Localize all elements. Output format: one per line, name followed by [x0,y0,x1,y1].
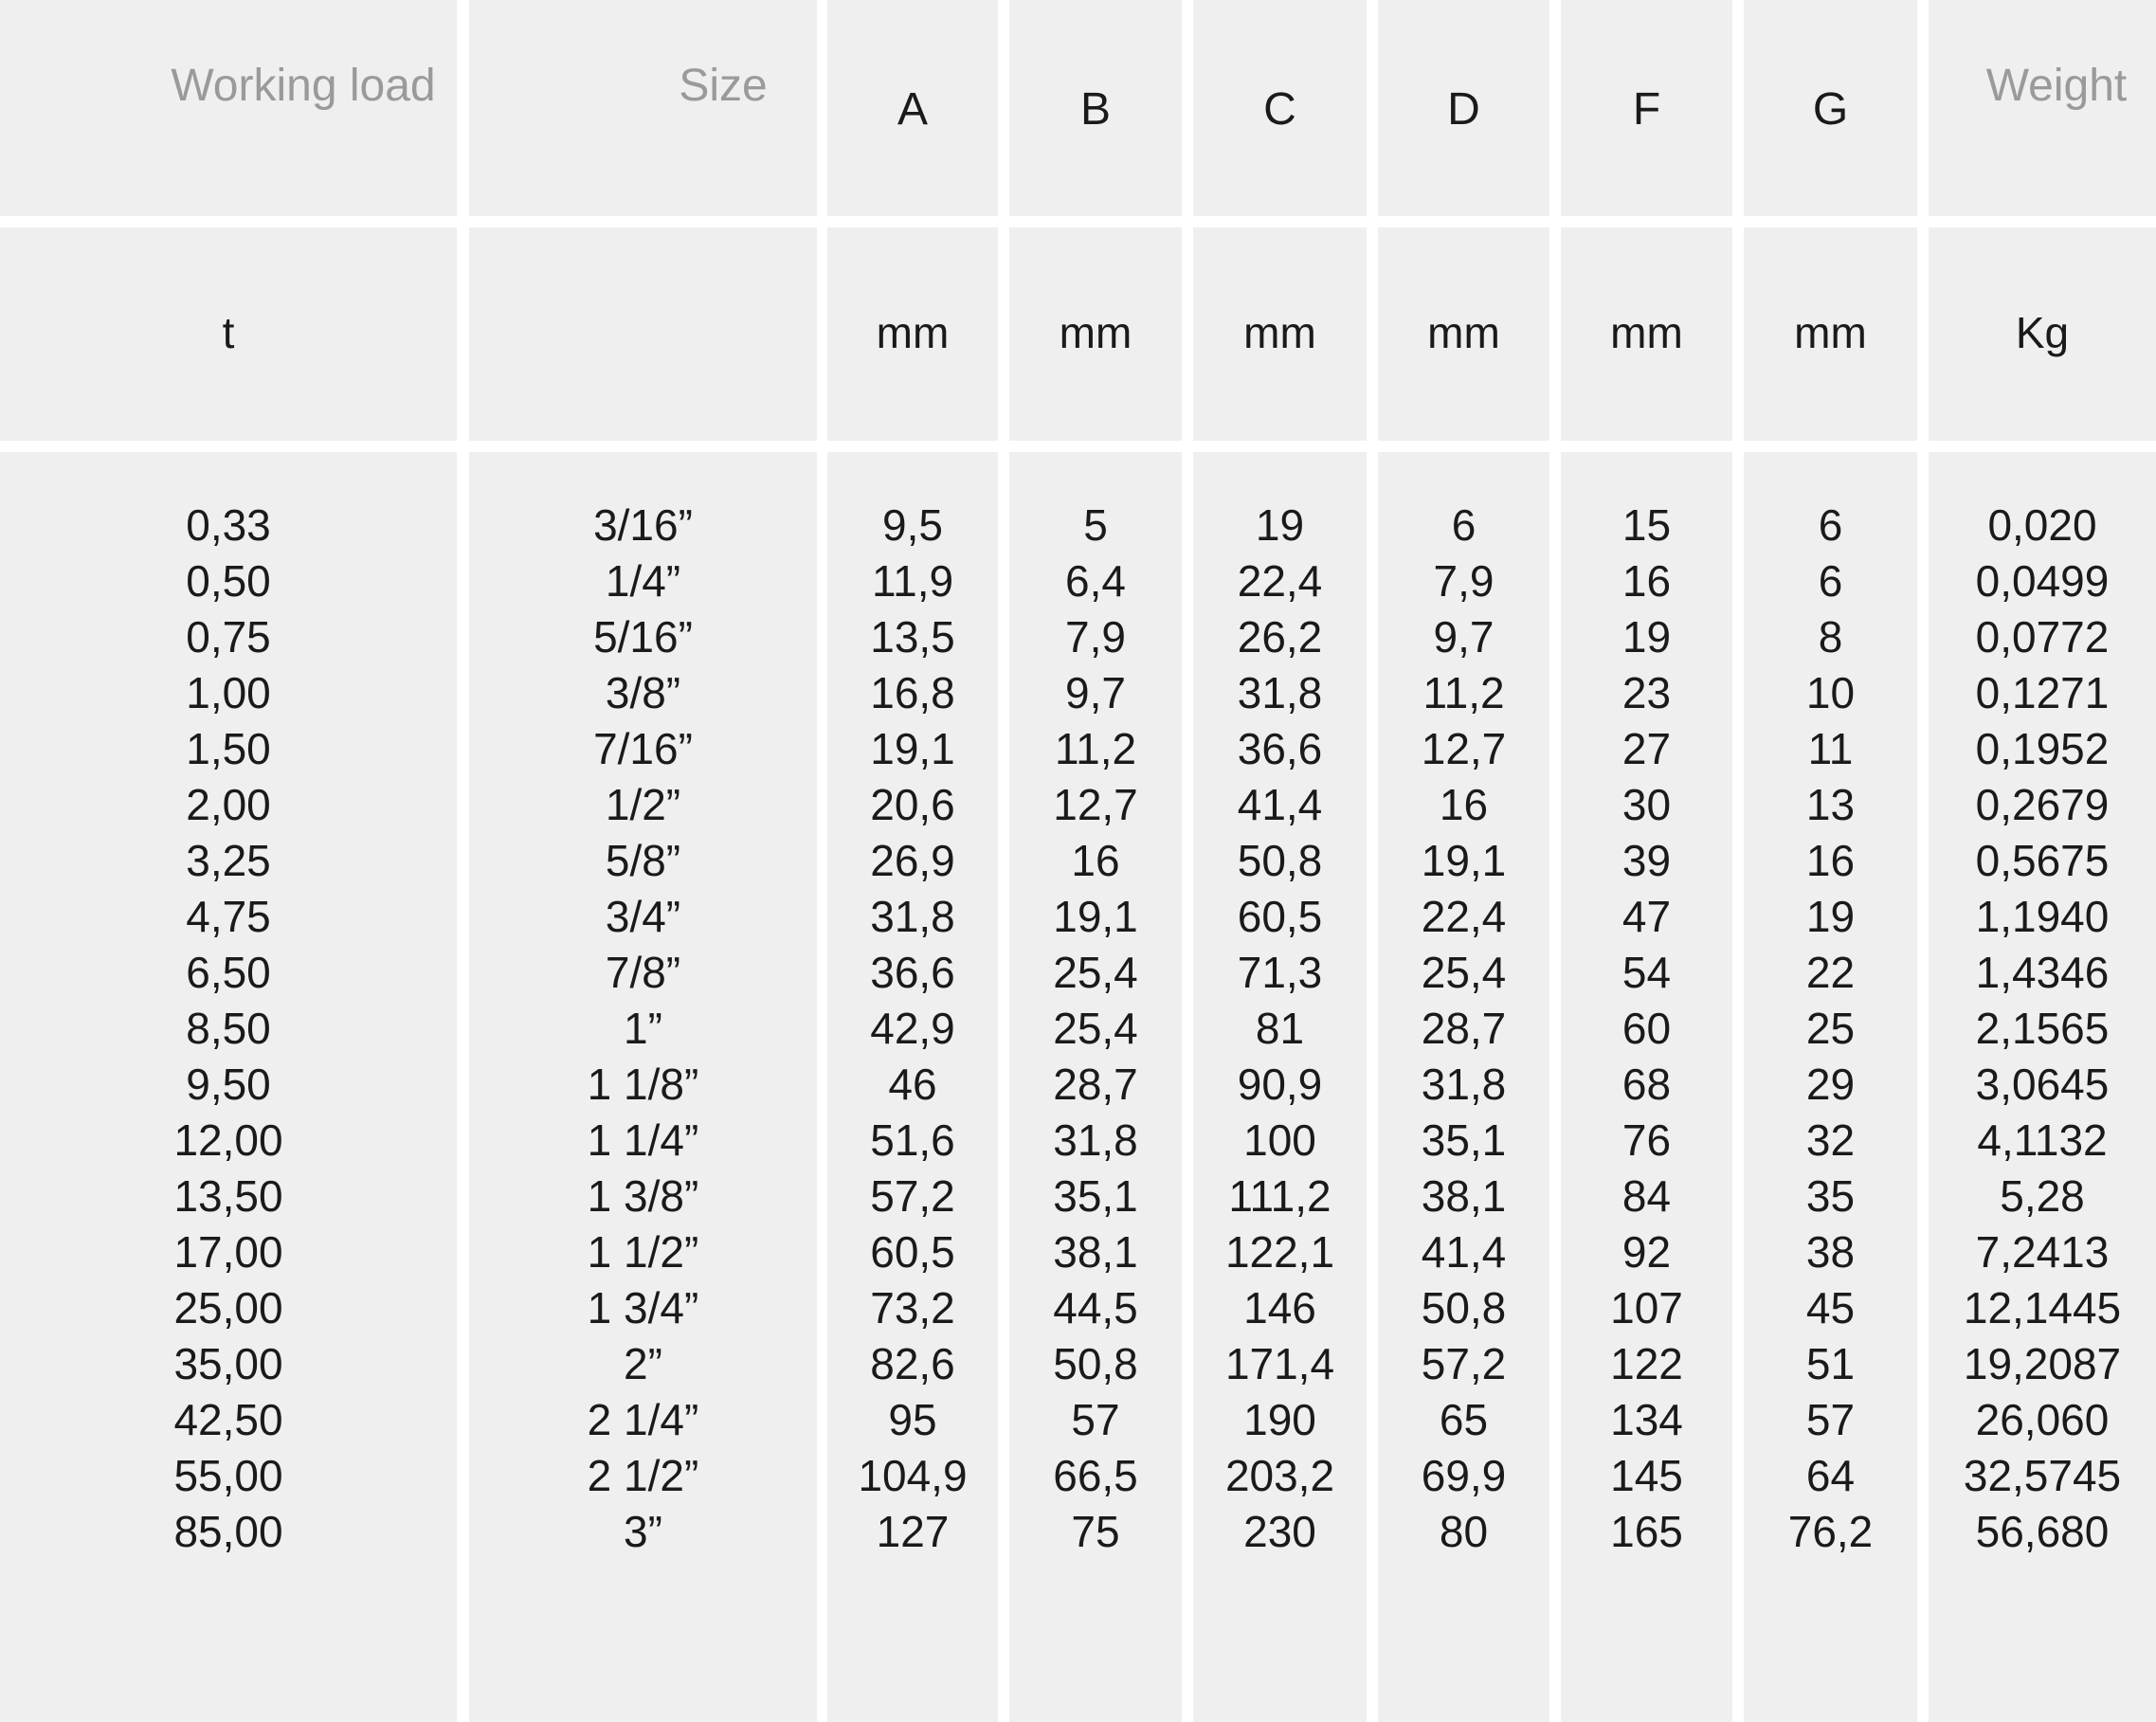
table-cell: 1 1/8” [587,1060,699,1109]
column-header-c: C [1263,84,1296,135]
table-cell: 73,2 [870,1283,955,1332]
table-cell: 0,5675 [1975,836,2110,885]
column-unit-g: mm [1794,308,1867,357]
table-cell: 80 [1439,1507,1489,1556]
table-cell: 4,1132 [1977,1115,2108,1165]
column-c [1193,0,1367,1722]
column-unit-c: mm [1243,308,1316,357]
table-cell: 12,1445 [1963,1283,2122,1332]
table-cell: 84 [1622,1171,1672,1221]
table-cell: 31,8 [1421,1060,1507,1109]
table-cell: 76,2 [1787,1507,1874,1556]
column-values-load [0,498,457,1560]
table-cell: 25 [1805,1004,1856,1053]
table-cell: 31,8 [870,892,955,941]
table-cell: 203,2 [1224,1451,1335,1500]
table-cell: 31,8 [1237,668,1323,717]
table-cell: 8,50 [186,1004,271,1053]
table-cell: 1 1/2” [587,1227,699,1277]
table-cell: 7/8” [605,948,681,997]
table-cell: 35,1 [1053,1171,1138,1221]
table-cell: 7,9 [1065,612,1126,662]
table-cell: 0,020 [1987,500,2097,550]
table-cell: 0,1952 [1975,724,2110,773]
table-cell: 104,9 [858,1451,968,1500]
table-cell: 11,9 [871,556,954,606]
table-cell: 60 [1622,1004,1672,1053]
header-divider [1009,216,1182,227]
unit-divider [469,441,817,452]
table-cell: 6 [1451,500,1477,550]
header-divider [1929,216,2156,227]
header-divider [827,216,998,227]
table-cell: 81 [1255,1004,1305,1053]
table-cell: 25,4 [1053,948,1138,997]
table-cell: 1 1/4” [587,1115,699,1165]
table-cell: 9,50 [186,1060,271,1109]
unit-divider [1929,441,2156,452]
column-unit-load: t [222,308,235,357]
table-cell: 2,00 [186,780,271,829]
table-cell: 3” [624,1507,662,1556]
table-cell: 9,7 [1433,612,1495,662]
table-cell: 27 [1622,724,1672,773]
table-cell: 47 [1622,892,1672,941]
table-cell: 28,7 [1421,1004,1507,1053]
table-cell: 30 [1622,780,1672,829]
column-unit-f: mm [1610,308,1683,357]
table-cell: 19 [1622,612,1672,662]
column-header-d: D [1447,84,1480,135]
table-cell: 6,4 [1065,556,1126,606]
table-cell: 15 [1622,500,1672,550]
table-cell: 75 [1071,1507,1120,1556]
table-cell: 230 [1243,1507,1316,1556]
table-cell: 66,5 [1053,1451,1138,1500]
table-cell: 0,33 [186,500,271,550]
unit-divider [1378,441,1549,452]
table-cell: 22,4 [1237,556,1323,606]
column-values-c [1193,498,1367,1560]
table-cell: 16 [1439,780,1489,829]
table-cell: 11,2 [1054,724,1137,773]
column-values-size [469,498,817,1560]
table-cell: 92 [1622,1227,1672,1277]
table-cell: 146 [1243,1283,1316,1332]
table-cell: 19 [1255,500,1305,550]
table-cell: 42,9 [870,1004,955,1053]
unit-divider [1009,441,1182,452]
table-cell: 57 [1071,1395,1120,1444]
table-cell: 5 [1083,500,1108,550]
table-cell: 22 [1805,948,1856,997]
table-cell: 5/8” [605,836,681,885]
table-cell: 2 1/4” [587,1395,699,1444]
table-cell: 6 [1818,556,1843,606]
table-cell: 71,3 [1237,948,1323,997]
column-values-weight [1929,498,2156,1560]
table-cell: 31,8 [1053,1115,1138,1165]
table-cell: 38 [1805,1227,1856,1277]
column-values-a [827,498,998,1560]
table-cell: 1/2” [605,780,681,829]
table-cell: 95 [888,1395,937,1444]
table-cell: 90,9 [1237,1060,1323,1109]
table-cell: 16 [1622,556,1672,606]
table-cell: 5/16” [593,612,693,662]
table-cell: 38,1 [1421,1171,1507,1221]
table-cell: 2” [624,1339,662,1388]
header-divider [1378,216,1549,227]
table-cell: 60,5 [870,1227,955,1277]
column-values-f [1561,498,1732,1560]
table-cell: 0,75 [186,612,271,662]
table-cell: 68 [1622,1060,1672,1109]
table-cell: 145 [1610,1451,1683,1500]
table-cell: 16 [1805,836,1856,885]
table-cell: 6 [1818,500,1843,550]
table-cell: 54 [1622,948,1672,997]
table-cell: 20,6 [870,780,955,829]
column-header-size: Size [679,61,768,111]
table-cell: 16 [1071,836,1120,885]
table-cell: 36,6 [870,948,955,997]
table-cell: 0,1271 [1975,668,2110,717]
table-cell: 10 [1805,668,1856,717]
unit-divider [1193,441,1367,452]
table-cell: 6,50 [186,948,271,997]
column-d [1378,0,1549,1722]
column-header-f: F [1632,84,1661,135]
table-cell: 3/8” [605,668,681,717]
table-cell: 26,9 [870,836,955,885]
table-cell: 11 [1807,724,1854,773]
table-cell: 19,1 [1421,836,1507,885]
table-cell: 39 [1622,836,1672,885]
table-cell: 9,7 [1065,668,1126,717]
table-cell: 60,5 [1237,892,1323,941]
table-cell: 171,4 [1224,1339,1335,1388]
table-cell: 57,2 [870,1171,955,1221]
table-cell: 65 [1439,1395,1489,1444]
table-cell: 12,00 [173,1115,283,1165]
column-header-weight: Weight [1985,61,2128,111]
table-cell: 19,1 [1053,892,1138,941]
column-weight [1929,0,2156,1722]
column-size [469,0,817,1722]
table-cell: 41,4 [1421,1227,1507,1277]
table-cell: 25,4 [1421,948,1507,997]
table-cell: 5,28 [2000,1171,2085,1221]
table-cell: 35,00 [173,1339,283,1388]
table-cell: 0,0772 [1975,612,2110,662]
table-cell: 32,5745 [1963,1451,2122,1500]
table-cell: 16,8 [870,668,955,717]
table-cell: 0,2679 [1975,780,2110,829]
table-cell: 13,5 [870,612,955,662]
table-cell: 1,1940 [1975,892,2110,941]
table-cell: 36,6 [1237,724,1323,773]
column-unit-d: mm [1427,308,1500,357]
table-cell: 22,4 [1421,892,1507,941]
table-cell: 1 3/4” [587,1283,699,1332]
table-cell: 7,2413 [1975,1227,2110,1277]
column-header-load: Working load [171,61,436,111]
header-divider [1744,216,1917,227]
table-cell: 69,9 [1421,1451,1507,1500]
table-cell: 1” [624,1004,662,1053]
table-cell: 42,50 [173,1395,283,1444]
table-cell: 38,1 [1053,1227,1138,1277]
table-cell: 50,8 [1421,1283,1507,1332]
table-cell: 111,2 [1228,1171,1332,1221]
table-cell: 7/16” [593,724,693,773]
table-cell: 45 [1805,1283,1856,1332]
table-cell: 1,4346 [1975,948,2110,997]
table-cell: 82,6 [870,1339,955,1388]
table-cell: 4,75 [186,892,271,941]
table-cell: 51,6 [870,1115,955,1165]
table-cell: 41,4 [1237,780,1323,829]
table-cell: 1,00 [186,668,271,717]
header-divider [1193,216,1367,227]
table-cell: 122,1 [1224,1227,1335,1277]
table-cell: 26,2 [1237,612,1323,662]
table-cell: 57 [1805,1395,1856,1444]
column-values-d [1378,498,1549,1560]
table-cell: 35 [1805,1171,1856,1221]
column-values-g [1744,498,1917,1560]
table-cell: 122 [1610,1339,1683,1388]
table-cell: 134 [1610,1395,1683,1444]
column-load [0,0,457,1722]
unit-divider [1561,441,1732,452]
table-cell: 9,5 [882,500,943,550]
table-cell: 0,50 [186,556,271,606]
column-g [1744,0,1917,1722]
table-cell: 25,00 [173,1283,283,1332]
table-cell: 56,680 [1975,1507,2110,1556]
header-divider [0,216,457,227]
column-unit-b: mm [1059,308,1132,357]
column-a [827,0,998,1722]
table-cell: 11,2 [1422,668,1505,717]
table-cell: 32 [1805,1115,1856,1165]
table-cell: 85,00 [173,1507,283,1556]
table-cell: 55,00 [173,1451,283,1500]
column-f [1561,0,1732,1722]
table-cell: 2 1/2” [587,1451,699,1500]
table-cell: 165 [1610,1507,1683,1556]
table-cell: 29 [1805,1060,1856,1109]
column-values-b [1009,498,1182,1560]
table-cell: 28,7 [1053,1060,1138,1109]
table-cell: 100 [1243,1115,1316,1165]
table-cell: 13 [1805,780,1856,829]
unit-divider [1744,441,1917,452]
table-cell: 3,25 [186,836,271,885]
table-cell: 3,0645 [1975,1060,2110,1109]
table-cell: 17,00 [173,1227,283,1277]
table-cell: 0,0499 [1975,556,2110,606]
table-cell: 57,2 [1421,1339,1507,1388]
table-cell: 3/4” [605,892,681,941]
table-cell: 3/16” [593,500,693,550]
column-unit-a: mm [876,308,950,357]
table-cell: 1/4” [605,556,681,606]
table-cell: 190 [1243,1395,1316,1444]
table-cell: 8 [1818,612,1843,662]
table-cell: 19,1 [870,724,955,773]
table-cell: 12,7 [1053,780,1138,829]
column-header-a: A [897,84,928,135]
table-cell: 76 [1622,1115,1672,1165]
column-header-g: G [1812,84,1849,135]
table-cell: 35,1 [1421,1115,1507,1165]
table-cell: 26,060 [1975,1395,2110,1444]
unit-divider [0,441,457,452]
table-cell: 50,8 [1053,1339,1138,1388]
unit-divider [827,441,998,452]
table-cell: 13,50 [173,1171,283,1221]
column-b [1009,0,1182,1722]
table-cell: 7,9 [1433,556,1495,606]
table-cell: 127 [876,1507,950,1556]
table-cell: 107 [1610,1283,1683,1332]
table-cell: 64 [1805,1451,1856,1500]
header-divider [1561,216,1732,227]
table-cell: 19 [1805,892,1856,941]
table-cell: 44,5 [1053,1283,1138,1332]
header-divider [469,216,817,227]
table-cell: 25,4 [1053,1004,1138,1053]
table-cell: 19,2087 [1963,1339,2122,1388]
table-cell: 2,1565 [1975,1004,2110,1053]
table-cell: 23 [1622,668,1672,717]
table-cell: 12,7 [1421,724,1507,773]
table-cell: 46 [888,1060,937,1109]
table-cell: 1 3/8” [587,1171,699,1221]
table-cell: 51 [1805,1339,1856,1388]
table-cell: 50,8 [1237,836,1323,885]
table-cell: 1,50 [186,724,271,773]
column-unit-weight: Kg [2015,308,2070,357]
column-header-b: B [1079,84,1111,135]
